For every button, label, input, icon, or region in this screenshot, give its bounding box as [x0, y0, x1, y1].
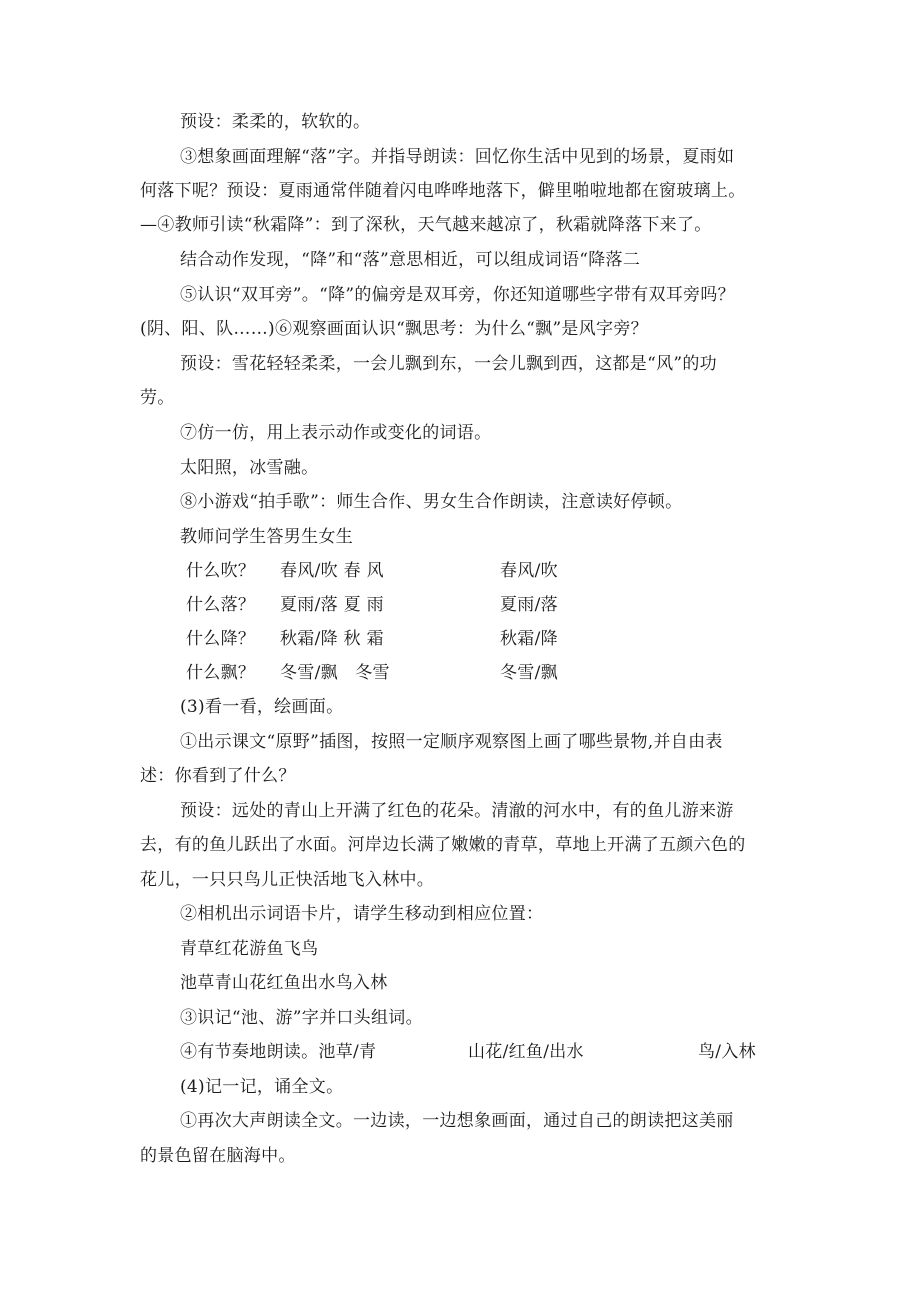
clap-song-row: [186, 627, 846, 651]
text-line: ③想象画面理解“落”字。并指导朗读：回忆你生活中见到的场景，夏雨如: [180, 147, 735, 167]
text-line: 去，有的鱼儿跃出了水面。河岸边长满了嫩嫩的青草，草地上开满了五颜六色的: [140, 835, 746, 855]
text-line: 青草红花游鱼飞鸟: [180, 939, 319, 959]
clap-song-row: [186, 559, 846, 583]
text-line: ①出示课文“原野”插图，按照一定顺序观察图上画了哪些景物,并自由表: [180, 732, 723, 752]
answer: 秋霜/降: [500, 629, 558, 649]
answer: 春风/吹 春 风: [280, 561, 384, 581]
section-heading: (3)看一看，绘画面。: [180, 697, 344, 717]
text-segment: 鸟/入林: [698, 1042, 756, 1062]
text-line: ⑤认识“双耳旁”。“降”的偏旁是双耳旁，你还知道哪些字带有双耳旁吗？: [180, 285, 735, 305]
text-line: 太阳照，冰雪融。: [180, 458, 319, 478]
text-line: ②相机出示词语卡片，请学生移动到相应位置：: [180, 904, 544, 924]
text-line: ③识记“池、游”字并口头组词。: [180, 1008, 423, 1028]
text-line: (阴、阳、队……)⑥观察画面认识“飘思考：为什么“飘”是风字旁？: [140, 319, 648, 339]
clap-song-row: [186, 661, 846, 685]
question: 什么飘？: [186, 663, 256, 683]
answer: 冬雪/飘 冬雪: [280, 663, 390, 683]
question: 什么落？: [186, 595, 256, 615]
text-line: 预设：远处的青山上开满了红色的花朵。清澈的河水中，有的鱼儿游来游: [180, 801, 734, 821]
text-segment: 山花/红鱼/出水: [468, 1042, 584, 1062]
text-line: 预设：雪花轻轻柔柔，一会儿飘到东，一会儿飘到西，这都是“风”的功: [180, 354, 717, 374]
text-line: ⑦仿一仿，用上表示动作或变化的词语。: [180, 423, 492, 443]
text-line: —④教师引读“秋霜降”：到了深秋，天气越来越凉了，秋霜就降落下来了。: [140, 215, 712, 235]
answer: 夏雨/落 夏 雨: [280, 595, 384, 615]
text-segment: ④有节奏地朗读。池草/青: [180, 1042, 377, 1062]
text-line: 结合动作发现，“降”和“落”意思相近，可以组成词语“降落二: [180, 250, 641, 270]
text-line: ⑧小游戏“拍手歌”：师生合作、男女生合作朗读，注意读好停顿。: [180, 492, 683, 512]
text-line: ①再次大声朗读全文。一边读，一边想象画面，通过自己的朗读把这美丽: [180, 1111, 734, 1131]
answer: 冬雪/飘: [500, 663, 558, 683]
text-line: 预设：柔柔的，软软的。: [180, 112, 371, 132]
answer: 秋霜/降 秋 霜: [280, 629, 384, 649]
question: 什么吹？: [186, 561, 256, 581]
text-line: 的景色留在脑海中。: [140, 1146, 296, 1166]
text-line: 何落下呢？预设：夏雨通常伴随着闪电哗哗地落下，僻里啪啦地都在窗玻璃上。: [140, 181, 746, 201]
text-line: 劳。: [140, 388, 175, 408]
rhythm-reading-line: [180, 1040, 840, 1064]
section-heading: (4)记一记，诵全文。: [180, 1077, 344, 1097]
question: 什么降？: [186, 629, 256, 649]
answer: 夏雨/落: [500, 595, 558, 615]
clap-song-row: [186, 593, 846, 617]
answer: 春风/吹: [500, 561, 558, 581]
text-line: 述：你看到了什么？: [140, 766, 296, 786]
text-line: 池草青山花红鱼出水鸟入林: [180, 973, 388, 993]
text-line: 教师问学生答男生女生: [180, 527, 353, 547]
text-line: 花儿，一只只鸟儿正快活地飞入林中。: [140, 870, 435, 890]
